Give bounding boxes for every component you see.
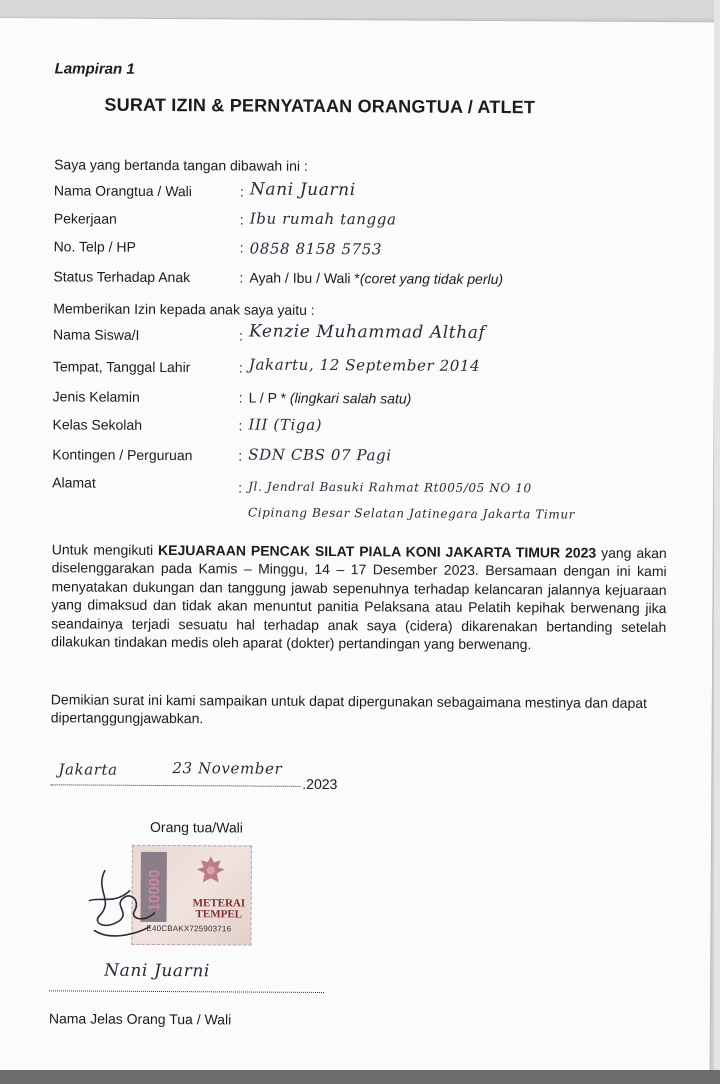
field-value-handwritten: Ibu rumah tangga [249,209,397,229]
attachment-label: Lampiran 1 [54,60,135,78]
field-note: (coret yang tidak perlu) [359,270,504,288]
field-label: Nama Siswa/I [53,326,140,343]
field-value: Ayah / Ibu / Wali *(coret yang tidak perlu) [249,269,504,288]
signature-icon [74,860,195,951]
field-value-handwritten: Jl. Jendral Basuki Rahmat Rt005/05 NO 10 [248,479,532,496]
stamp-label: METERAI TEMPEL [192,897,246,921]
signer-role: Orang tua/Wali [150,818,243,836]
permission-text: Memberikan Izin kepada anak saya yaitu : [53,300,315,318]
scan-bottom-edge [0,1070,720,1084]
field-value-handwritten: Kenzie Muhammad Althaf [249,321,486,343]
year-text: .2023 [302,775,338,793]
document-title: SURAT IZIN & PERNYATAAN ORANGTUA / ATLET [104,94,536,118]
stamp-value: 10000 [146,869,164,912]
signer-name-line [49,960,329,996]
name-caption: Nama Jelas Orang Tua / Wali [48,1010,232,1028]
field-label: Jenis Kelamin [52,388,140,405]
dotted-line [50,784,300,787]
place-handwritten: Jakarta [58,760,118,779]
field-value-handwritten: 0858 8158 5753 [249,239,383,259]
field-label: Status Terhadap Anak [53,268,191,286]
statement-paragraph: Untuk mengikuti KEJUARAAN PENCAK SILAT PIALA KONI JAKARTA TIMUR 2023 yang akan diselenggarakan pada Kamis – Minggu, 14 – 17 Desember 2023. Bersamaan dengan ini kami menyatakan dukungan dan tanggung jawab sepenuhnya terhadap kelancaran jalannya kejuaraan yang dimaksud dan tidak akan menuntut panitia Pelaksana atau Pelatih kepihak berwenang jika seandainya terjadi sesuatu hal terhadap anak saya (cidera) dikarenakan bertanding setelah dilakukan tindakan medis oleh aparat (dokter) pertandingan yang berwenang. [51,541,667,653]
date-handwritten: 23 November [172,759,283,778]
scan-top-edge [0,0,720,18]
field-value-handwritten: III (Tiga) [248,415,323,434]
field-value-handwritten: Nani Juarni [249,179,356,201]
stamp-serial: E40CBAKX725903716 [146,923,232,934]
document-page: Lampiran 1 SURAT IZIN & PERNYATAAN ORANGTUA / ATLET Saya yang bertanda tangan dibawah ini : Nama Orangtua / Wali : Nani Juarni Pekerjaan : Ibu rumah tangga No. Telp / HP : 0858 8158 5753 Status Terhadap Anak : Ayah / Ibu / Wali *(coret yang tidak perlu) Memberikan Izin kepada anak saya yaitu : Nama Siswa/I : Kenzie Muhammad Althaf Tempat, Tanggal Lahir : Jakartu, 12 September 2014 Jenis Kelamin : L / P * (lingkari salah satu) Kelas Sekolah : III (Tiga) Kontingen / Perguruan : SDN CBS 07 Pagi Alamat : Jl. Jendral Basuki Rahmat Rt005/05 NO 10 Cipinang Besar Selatan Jatinegara Jakarta Timur Untuk mengikuti KEJUARAAN PENCAK SILAT PIALA KONI JAKARTA TIMUR 2023 yang akan diselenggarakan pada Kamis – Minggu, 14 – 17 Desember 2023. Bersamaan dengan ini kami menyatakan dukungan dan tanggung jawab sepenuhnya terhadap kelancaran jalannya kejuaraan yang dimaksud dan tidak akan menuntut panitia Pelaksana atau Pelatih kepihak berwenang jika seandainya terjadi sesuatu hal terhadap anak saya (cidera) dikarenakan bertanding setelah dilakukan tindakan medis oleh aparat (dokter) pertandingan yang berwenang. Demikian surat ini kami sampaikan untuk dapat dipergunakan sebagaimana mestinya dan dapat dipertanggungjawabkan. Jakarta 23 November .2023 Orang tua/Wali 10000 METERAI TEMPEL E40CBAKX725903716 Nani Juarni Nama Jelas Orang Tua / Wali [0,18,716,1074]
field-label: Kelas Sekolah [52,416,143,433]
place-date-line [50,759,350,796]
field-value: L / P * (lingkari salah satu) [248,389,412,407]
field-value-handwritten: Cipinang Besar Selatan Jatinegara Jakarta Timur [247,505,576,522]
dotted-line [49,990,324,993]
field-label: Alamat [52,474,96,491]
field-label: No. Telp / HP [53,238,136,255]
intro-text: Saya yang bertanda tangan dibawah ini : [54,156,308,174]
event-name: KEJUARAAN PENCAK SILAT PIALA KONI JAKARTA TIMUR 2023 [158,541,597,561]
scan-right-edge [714,0,720,1084]
closing-paragraph: Demikian surat ini kami sampaikan untuk dapat dipergunakan sebagaimana mestinya dan dapat dipertanggungjawabkan. [50,691,648,727]
field-label: Pekerjaan [53,210,117,227]
field-value-handwritten: SDN CBS 07 Pagi [248,445,392,465]
field-label: Tempat, Tanggal Lahir [52,358,191,376]
garuda-emblem-icon [191,852,231,894]
field-label: Nama Orangtua / Wali [53,182,192,200]
field-label: Kontingen / Perguruan [52,446,193,464]
signer-name-handwritten: Nani Juarni [104,960,211,982]
field-value-handwritten: Jakartu, 12 September 2014 [248,355,481,375]
field-note: (lingkari salah satu) [289,389,412,407]
